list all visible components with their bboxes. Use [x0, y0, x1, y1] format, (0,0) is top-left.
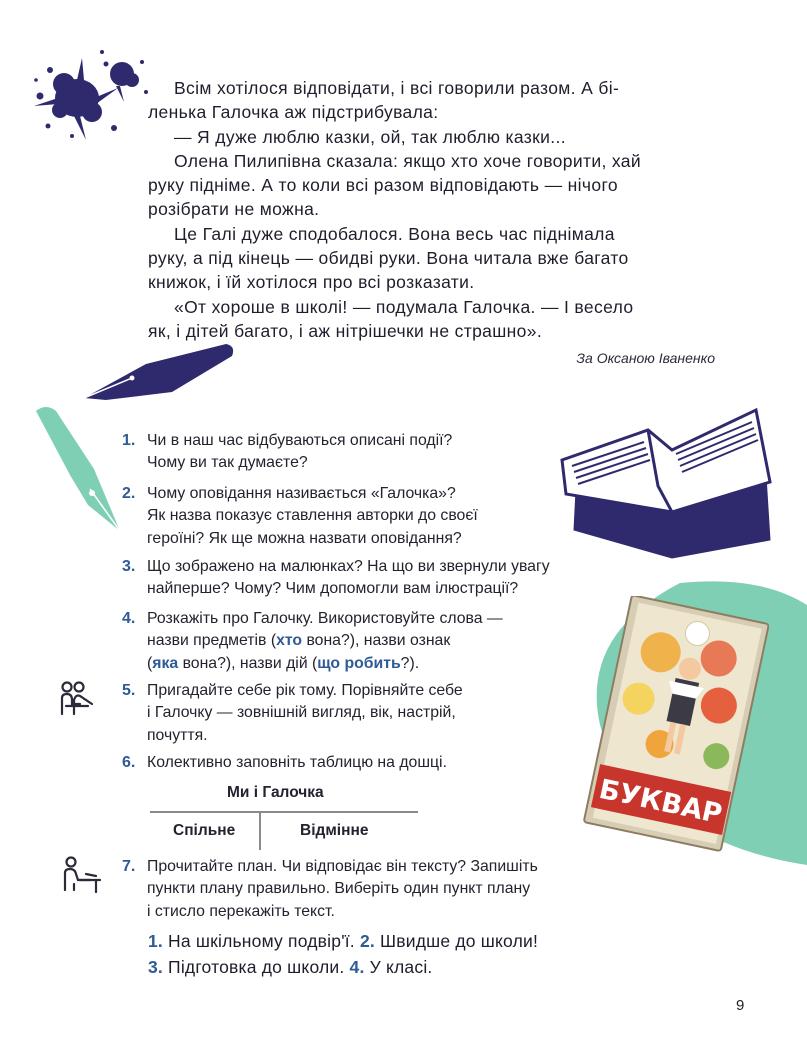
task-text: Пригадайте себе рік тому. Порівняйте себе	[147, 682, 463, 699]
story-line: ленька Галочка аж підстрибувала:	[148, 102, 439, 123]
task-text	[147, 653, 503, 675]
story-line: руку підніме. А то коли всі разом відповідають — нічого	[148, 175, 618, 196]
task-text: і Галочку — зовнішній вигляд, вік, настрій,	[147, 704, 456, 722]
task-text-part: назви предметів (	[147, 632, 277, 650]
plan-item: Швидше до школи!	[374, 931, 539, 951]
task-text: героїні? Як ще можна назвати оповідання?	[147, 529, 462, 547]
pair-work-icon	[58, 680, 98, 718]
book-title: БУКВАР	[596, 773, 725, 831]
task-1	[122, 430, 452, 475]
task-text: Що зображено на малюнках? На що ви звернули увагу	[147, 558, 550, 575]
table-divider	[259, 812, 261, 850]
task-text: Чому ви так думаєте?	[147, 454, 308, 472]
table-column-header: Спільне	[173, 822, 236, 839]
ink-blot-icon	[22, 40, 157, 150]
task-number: 3.	[122, 558, 136, 575]
page-number: 9	[736, 997, 745, 1014]
plan-line	[148, 954, 538, 980]
story-line: Всім хотілося відповідати, і всі говорили разом. А бі-	[174, 78, 620, 98]
task-5	[122, 680, 463, 747]
task-text: пункти плану правильно. Виберіть один пункт плану	[147, 880, 531, 898]
story-line: розібрати не можна.	[148, 199, 320, 220]
task-text: найперше? Чому? Чим допомогли вам ілюстрації?	[147, 580, 519, 598]
task-6	[122, 752, 447, 774]
keyword-highlight: яка	[152, 654, 179, 672]
task-number: 7.	[122, 858, 136, 875]
open-book-icon	[556, 390, 778, 560]
task-2	[122, 483, 478, 550]
task-7	[122, 856, 538, 923]
table-title: Ми і Галочка	[227, 784, 324, 801]
plan-number: 3.	[148, 957, 163, 977]
story-line: книжок, і їй хотілося про всі розказати.	[148, 272, 475, 293]
plan-item: На шкільному подвір'ї.	[163, 931, 360, 951]
bukvar-book-image	[574, 596, 769, 852]
task-text: і стисло перекажіть текст.	[147, 902, 335, 920]
task-text	[147, 630, 503, 652]
story-line: — Я дуже люблю казки, ой, так люблю казки...	[174, 126, 566, 147]
writing-desk-icon	[60, 856, 102, 894]
task-number: 4.	[122, 610, 136, 627]
task-text: Розкажіть про Галочку. Використовуйте слова —	[147, 610, 503, 627]
keyword-highlight: хто	[276, 632, 303, 650]
story-line: руку, а під кінець — обидві руки. Вона читала вже багато	[148, 248, 629, 269]
task-text-part: (	[147, 654, 153, 672]
task-4	[122, 608, 503, 675]
task-text: Чому оповідання називається «Галочка»?	[147, 485, 456, 502]
story-line: Це Галі дуже сподобалося. Вона весь час піднімала	[174, 223, 615, 244]
plan-item: Підготовка до школи.	[163, 957, 350, 977]
pen-nib-icon	[30, 405, 125, 535]
task-text: Колективно заповніть таблицю на дошці.	[147, 754, 447, 771]
plan-item: У класі.	[364, 957, 433, 977]
table-divider	[150, 811, 418, 813]
task-number: 5.	[122, 682, 136, 699]
task-text-part: вона?), назви ознак	[302, 632, 451, 650]
task-text: Чи в наш час відбуваються описані події?	[147, 432, 453, 449]
pen-nib-icon	[76, 340, 236, 405]
keyword-highlight: що робить	[317, 654, 401, 672]
story-text	[148, 76, 718, 343]
plan-list	[148, 928, 538, 980]
task-text-part: ?).	[400, 654, 420, 672]
task-number: 1.	[122, 432, 136, 449]
table-column-header: Відмінне	[300, 822, 369, 839]
plan-number: 4.	[349, 957, 365, 977]
task-number: 6.	[122, 754, 136, 771]
story-author: За Оксаною Іваненко	[576, 350, 715, 366]
task-text: Як назва показує ставлення авторки до своєї	[147, 507, 478, 525]
plan-number: 1.	[148, 931, 163, 951]
task-text-part: вона?), назви дій (	[178, 654, 318, 672]
task-text: почуття.	[147, 726, 208, 744]
task-number: 2.	[122, 485, 136, 502]
plan-number: 2.	[359, 931, 375, 951]
story-line: Олена Пилипівна сказала: якщо хто хоче говорити, хай	[174, 150, 641, 171]
story-line: як, і дітей багато, і аж нітрішечки не страшно».	[148, 320, 543, 341]
story-line: «От хороше в школі! — подумала Галочка. — І весело	[174, 296, 634, 317]
task-text: Прочитайте план. Чи відповідає він тексту? Запишіть	[147, 858, 538, 875]
plan-line	[148, 928, 538, 954]
task-3	[122, 556, 550, 601]
